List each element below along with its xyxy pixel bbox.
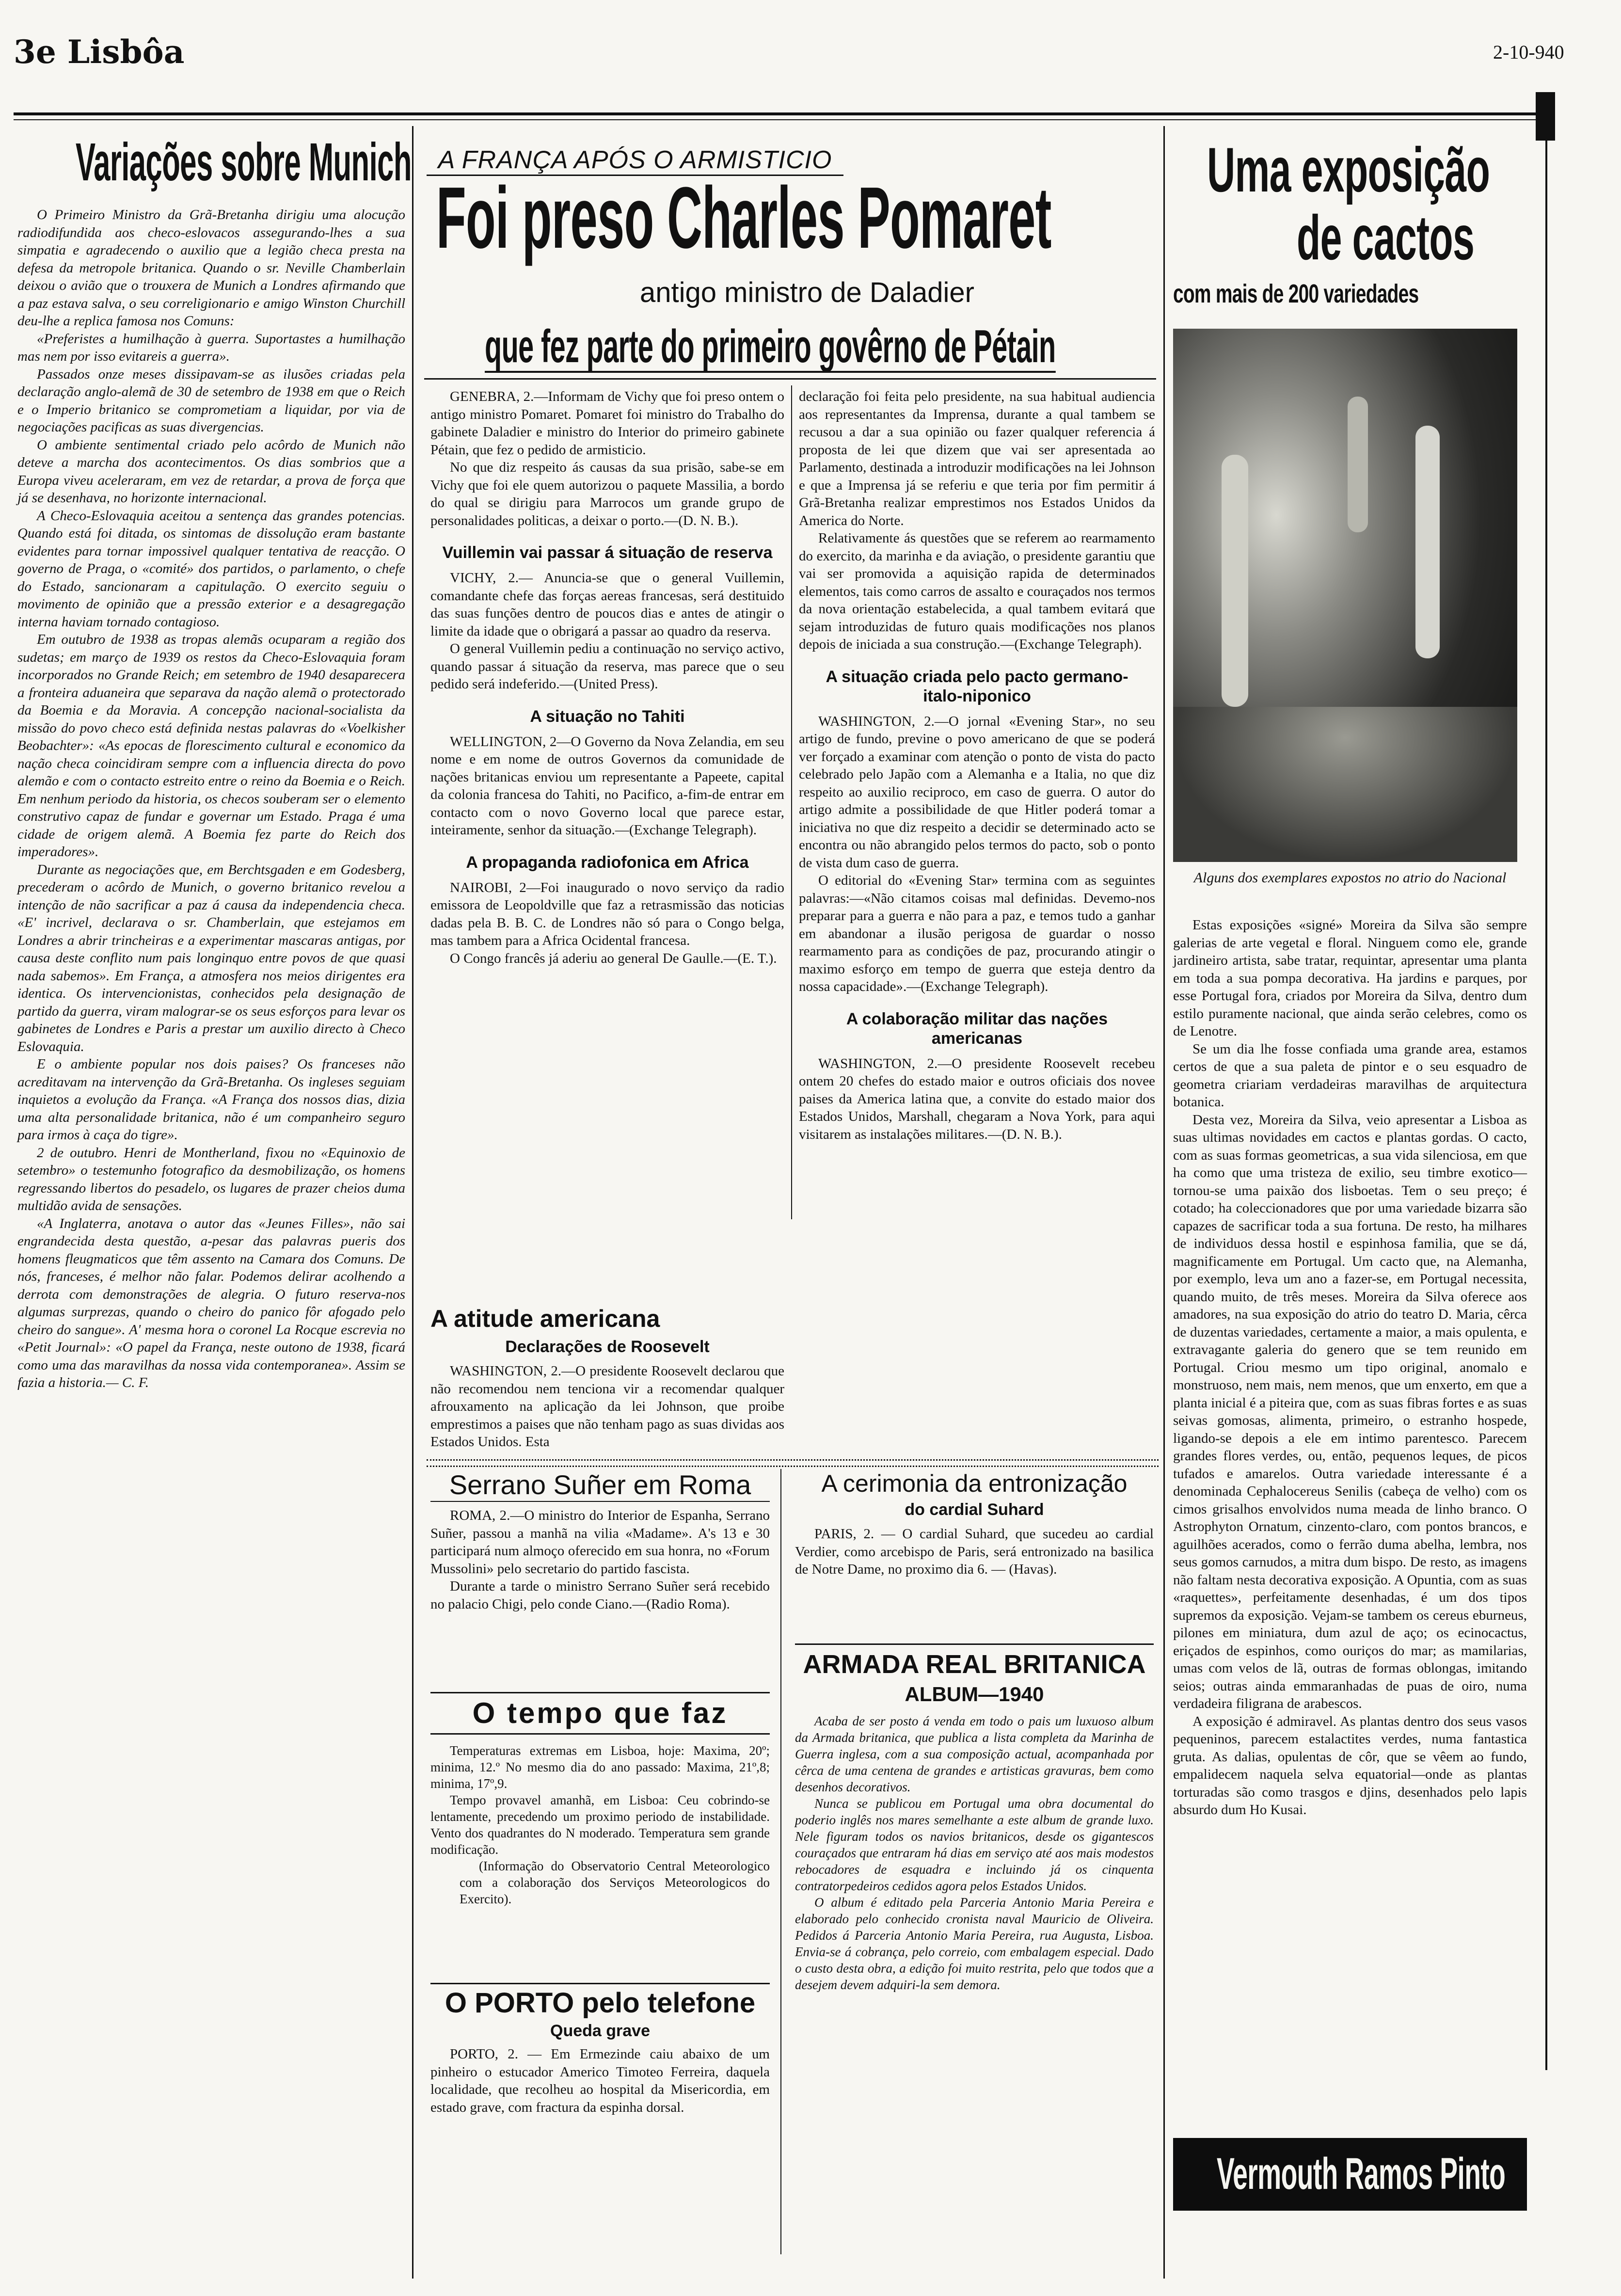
suner-article (430, 1469, 770, 1613)
suhard-text: PARIS, 2. — O cardial Suhard, que sucedeu ao cardial Verdier, como arcebispo de Paris, será entronizado na basilica de Notre Dame, no proximo dia 6. — (Havas). (795, 1526, 1154, 1577)
atitude-subtitle: Declarações de Roosevelt (505, 1338, 710, 1356)
armada-subtitle: ALBUM—1940 (905, 1683, 1044, 1706)
munich-paragraph: A Checo-Eslovaquia aceitou a sentença das grandes potencias. Quando está foi ditada, os sintomas de dissolução eram bastante evidentes para tornar impossivel qualquer tentativa de reacção. O governo de Praga, o «comité» dos partidos, o parlamento, o chefe do Estado, sancionaram a capitulação. O exercito seguiu o movimento de opinião que a pressão exterior e a desagregação interna haviam tornado contagioso. (17, 508, 405, 630)
cactos-title-line1: Uma exposição (1207, 134, 1490, 205)
suhard-article (795, 1469, 1154, 1578)
radio-title: A propaganda radiofonica em Africa (466, 853, 749, 872)
pomaret-deck: antigo ministro de Daladier (640, 277, 974, 308)
munich-paragraph: E o ambiente popular nos dois paises? Os franceses não acreditavam na intervenção da Grã-Bretanha. Os ingleses seguiam inquietos a evolução da França. «A França dos nossos dias, dizia uma alta personalidade britanica, não é um companheiro seguro para irmos à caça do tigre». (17, 1056, 405, 1143)
munich-paragraph: «Preferistes a humilhação à guerra. Suportastes a humilhação mas nem por isso evitareis a guerra». (17, 331, 405, 364)
pomaret-col-b (799, 388, 1155, 1143)
suhard-title: A cerimonia da entronização (821, 1470, 1128, 1497)
munich-paragraph: Durante as negociações que, em Berchtsgaden e em Godesberg, precederam o acôrdo de Munich, o governo britanico revelou a intenção de não sacrificar a paz á causa da independencia checa. «E' incrivel, declarava o sr. Chamberlain, que estejamos em Londres a abrir trincheiras e a experimentar mascaras antigas, por causa deste conflito num pais longinquo entre povos de que quasi nada sabemos». Em França, a atmosfera nos meios dirigentes era identica. Os intervencionistas, conhecidos pela designação de partido da guerra, viram malograr-se os seus esforços para levar os gabinetes de Londres e Paris a prestar um auxilio directo à Checo Eslovaquia. (17, 861, 405, 1054)
pacto-paragraph: WASHINGTON, 2.—O jornal «Evening Star», no seu artigo de fundo, previne o povo americano de que se poderá ver forçado a examinar com atenção o ponto de vista do pacto celebrado pelo Japão com a Alemanha e a Italia, no que diz respeito ao auxilio reciproco, em caso de guerra. O autor do artigo admite a possibilidade de que Hitler poderá tomar a iniciativa no que diz respeito a decidir se determinado acto se encontra ou não abrangido pelos termos do pacto, sob o ponto de vista dum caso de guerra. (799, 713, 1155, 871)
pomaret-paragraph: declaração foi feita pelo presidente, na sua habitual audiencia aos representantes da Imprensa, durante a qual tambem se recusou a dar a sua opinião ou fazer qualquer referencia á proposta de lei que dizem que vai ser apresentada ao Parlamento, destinada a introduzir modificações na lei Johnson e que a Imprensa já se referiu e que teria por fim permitir á Grã-Bretanha realizar emprestimos nos Estados Unidos da America do Norte. (799, 389, 1155, 528)
atitude-article (430, 1304, 784, 1451)
atitude-title: A atitude americana (430, 1305, 660, 1332)
cactos-caption: Alguns dos exemplares expostos no atrio do Nacional (1193, 870, 1507, 886)
pacto-paragraph: O editorial do «Evening Star» termina com as seguintes palavras:—«Não citamos coisas mal definidas. Devemo-nos preparar para a guerra e não para a paz, e temos tudo a ganhar em abandonar a ilusão perigosa de guardar o nosso rearmamento para as condições de paz, procurando atingir o maximo esforço em tempo de guerra que esteja dentro da nossa capacidade».—(Exchange Telegraph). (799, 873, 1155, 994)
cactos-photo (1173, 329, 1517, 862)
tempo-paragraph: Temperaturas extremas em Lisboa, hoje: Maxima, 20º; minima, 12.º No mesmo dia do ano passado: Maxima, 21º,8; minima, 17º,9. (430, 1743, 770, 1791)
porto-subtitle: Queda grave (550, 2022, 650, 2040)
tahiti-paragraph: WELLINGTON, 2—O Governo da Nova Zelandia, em seu nome e em nome de outros Governos da comunidade de nações britanicas enviou um representante a Papeete, capital da colonia francesa do Tahiti, no Pacifico, a-fim-de entrar em contacto com o novo Governo local que parece estar, inteiramente, senhor da situação.—(Exchange Telegraph). (430, 733, 784, 838)
cactos-paragraph: Estas exposições «signé» Moreira da Silva são sempre galerias de arte vegetal e floral. Ninguem como ele, grande jardineiro artista, sabe tratar, requintar, apresentar uma planta em toda a sua pompa decorativa. Ha jardins e parques, por esse Portugal fora, criados por Moreira da Silva, dentro dum estilo puramente nacional, que ainda serão celebres, como os de Lenotre. (1173, 917, 1527, 1039)
munich-paragraph: O ambiente sentimental criado pelo acôrdo de Munich não deteve a marcha dos acontecimentos. Os dias sombrios que a Europa viveu aceleraram, em vez de retardar, a prova de força que já se desenhava, no horizonte internacional. (17, 437, 405, 506)
cactos-paragraph: A exposição é admiravel. As plantas dentro dos seus vasos pequeninos, parecem estalactites verdes, numa fantastica gruta. As dalias, opulentas de côr, que se vêem ao fundo, empalidecem naquela selva equatorial—onde as plantas torturadas são como trasgos e djins, desenhados pelo lapis absurdo dum Ho Kusai. (1173, 1713, 1527, 1818)
munich-paragraph: Passados onze meses dissipavam-se as ilusões criadas pela declaração anglo-alemã de 30 de setembro de 1938 em que o Reich e o Imperio britanico se comprometiam a liquidar, por via de negociações pacificas as suas divergencias. (17, 366, 405, 435)
suner-paragraph: ROMA, 2.—O ministro do Interior de Espanha, Serrano Suñer, passou a manhã na vilia «Madame». A's 13 e 30 participará num almoço oferecido em sua honra, no «Forum Mussolini» pelo secretario do partido fascista. (430, 1508, 770, 1577)
column-divider (1163, 126, 1165, 2279)
radio-paragraph: O Congo francês já aderiu ao general De Gaulle.—(E. T.). (450, 950, 777, 966)
colab-title: A colaboração militar das nações americanas (846, 1009, 1108, 1048)
pomaret-headline: Foi preso Charles Pomaret (436, 169, 1051, 267)
pomaret-paragraph: GENEBRA, 2.—Informam de Vichy que foi preso ontem o antigo ministro Pomaret. Pomaret foi ministro do Trabalho do gabinete Daladier e ministro do Interior do primeiro gabinete Pétain, que fez o pedido de armisticio. (430, 389, 784, 458)
pomaret-col-a (430, 388, 784, 967)
suhard-subtitle: do cardial Suhard (905, 1500, 1044, 1519)
radio-paragraph: NAIROBI, 2—Foi inaugurado o novo serviço da radio emissora de Leopoldville que faz a retrasmissão das noticias dadas pela B. B. C. de Londres não só para o Congo belga, mas tambem para a Africa Ocidental francesa. (430, 879, 784, 948)
bottom-col-rule (780, 1469, 781, 2254)
vuillemin-paragraph: O general Vuillemin pediu a continuação no serviço activo, quando passar á situação da reserva, mas parece que o seu pedido será indeferido.—(United Press). (430, 641, 784, 692)
munich-paragraph: O Primeiro Ministro da Grã-Bretanha dirigiu uma alocução radiodifundida aos checo-eslovacos assegurando-lhes a sua simpatia e agradecendo o auxilio que a legião checa presta na defesa da metropole britanica. Quando o sr. Neville Chamberlain deixou o avião que o trouxera de Munich a Londres afirmando que a paz estava salva, o seu correligionario e amigo Winston Churchill deu-lhe a replica famosa nos Comuns: (17, 207, 405, 329)
pomaret-col-rule (791, 385, 792, 1219)
armada-title: ARMADA REAL BRITANICA (795, 1643, 1154, 1680)
armada-ad (795, 1643, 1154, 1993)
vermouth-ad (1173, 2138, 1527, 2211)
colab-paragraph: WASHINGTON, 2.—O presidente Roosevelt recebeu ontem 20 chefes do estado maior e outros oficiais dos novee paises da America latina que, a convite do estado maior dos Estados Unidos, Marshall, chegaram a Nova York, para aqui visitarem as instalações militares.—(D. N. B.). (799, 1055, 1155, 1142)
munich-paragraph: Em outubro de 1938 as tropas alemãs ocuparam a região dos sudetas; em março de 1939 os restos da Checo-Eslovaquia foram incorporados no Grande Reich; em setembro de 1940 desaparecera a fronteira aduaneira que separava da nação alemã o protectorado da Boemia e da Moravia. A concepção nacional-socialista da missão do povo checo está definida nestas palavras do «Voelkisher Beobachter»: «As epocas de florescimento cultural e economico da nação checa coincidiram sempre com a influencia directa do povo alemão e com o contacto estreito entre o reino da Boemia e o Reich. Em nenhum periodo da historia, os checos souberam ser o elemento construtivo capaz de fundar e governar um Estado. Praga é uma cidade de origem alemã. A Boemia fez parte do Reich dos imperadores». (17, 632, 405, 860)
section-header: 3e Lisbôa (14, 33, 185, 71)
armada-paragraph: Acaba de ser posto á venda em todo o pais um luxuoso album da Armada britanica, que publica a lista completa da Marinha de Guerra inglesa, com a sua composição actual, acompanhada por cêrca de uma centena de grandes e artisticas gravuras, bem como desenhos decorativos. (795, 1714, 1154, 1794)
vuillemin-title: Vuillemin vai passar á situação de reserva (442, 543, 773, 562)
column-divider (412, 126, 413, 2279)
header-rule-thin (14, 119, 1541, 120)
pomaret-rule (424, 378, 1156, 380)
munich-paragraph: 2 de outubro. Henri de Montherland, fixou no «Equinoxio de setembro» o testemunho fotografico da desmobilização, os homens regressando libertos do pesadelo, os lugares de prazer cheios duma multidão avida de sensações. (17, 1145, 405, 1213)
cactos-deck: com mais de 200 variedades (1173, 279, 1419, 308)
cactos-article (1173, 136, 1527, 1819)
atitude-text: WASHINGTON, 2.—O presidente Roosevelt declarou que não recomendou nem tenciona vir a recomendar qualquer afrouxamento na aplicação da lei Johnson, que proibe emprestimos a paises que não tenham pago as suas dividas aos Estados Unidos. Esta (430, 1363, 784, 1450)
cactos-paragraph: Desta vez, Moreira da Silva, veio apresentar a Lisboa as suas ultimas novidades em cactos e plantas gordas. O cacto, com as suas formas geometricas, a sua vida silenciosa, em que ha como que uma tristeza de exilio, seu timbre exotico—tornou-se uma paixão dos lisboetas. Tem o seu preço; é cotado; ha coleccionadores que por uma variedade bizarra são capazes de sacrificar toda a sua fortuna. De resto, ha milhares de individuos dessa hostil e espinhosa familia, que se dá, magnificamente em Portugal. Um cacto que, na Alemanha, por exemplo, leva um ano a fazer-se, em Portugal necessita, quando muito, de três meses. Moreira da Silva oferece aos amadores, na sua exposição do atrio do teatro D. Maria, cêrca de duzentas variedades, certamente a maior, a mais opulenta, e extravagante galeria do genero que se tem reunido em Portugal. Criou mesmo um tipo original, anomalo e monstruoso, nem mais, nem menos, que um enxerto, em que a planta inicial é a piteira que, com as suas fibras fortes e as suas seivas gomosas, alimenta, primeiro, o estranho hospede, ligando-se depois a ele em intimo parentesco. Parecem grandes flores verdes, ou, então, pequenos leques, de picos tufados e amarelos. Outra variedade interessante é a denominada Cephalocereus Senilis (cabeça de velho) com os cimos grisalhos envolvidos numa meada de linho branco. O Astrophyton Ornatum, cinzento-claro, com pontos brancos, e aguilhões acerados, como o ferrão duma abelha, lembra, nos seus gomos carnudos, a mitra dum bispo. De resto, as imagens não faltam nesta decorativa exposição. A Opuntia, com as suas «raquettes», perfeitamente desenhadas, é um dos tipos supremos da exposição. Vejam-se tambem os cereus eburneus, pilones em miniatura, dum azul de aço; os ecinocactus, eriçados de espinhos, como ouriços do mar; as mamilarias, umas com velos de lã, outras de formas oblongas, imitando seios; outras ainda emmaranhadas de puas de oiro, numa verdadeira filigrana de arabescos. (1173, 1112, 1527, 1711)
tahiti-title: A situação no Tahiti (530, 707, 685, 726)
tempo-paragraph: (Informação do Observatorio Central Meteorologico com a colaboração dos Serviços Meteorologicos do Exercito). (460, 1859, 770, 1906)
date-stamp: 2-10-940 (1493, 41, 1564, 63)
vuillemin-paragraph: VICHY, 2.— Anuncia-se que o general Vuillemin, comandante chefe das forças aereas francesas, será destituido das suas funções dentro de poucos dias e antes de atingir o limite da idade que o obrigará a passar ao quadro da reserva. (430, 570, 784, 639)
porto-title: O PORTO pelo telefone (430, 1983, 770, 2019)
pomaret-paragraph: Relativamente ás questões que se referem ao rearmamento do exercito, da marinha e da aviação, o presidente garantiu que vai ser promovida a aquisição rapida de determinados elementos, tais como carros de assalto e couraçados nos termos da nova orientação estabelecida, a qual tambem evitará que sejam introduzidas de futuro quais modificações nos planos depois de iniciada a sua construção.—(Exchange Telegraph). (799, 530, 1155, 652)
cactos-paragraph: Se um dia lhe fosse confiada uma grande area, estamos certos de que a sua paleta de pintor e o seu esquadro de geometra criariam verdadeiras maravilhas de arquitectura botanica. (1173, 1041, 1527, 1110)
cactos-title-line2: de cactos (1297, 202, 1475, 273)
vermouth-ad-text: Vermouth Ramos Pinto (1217, 2149, 1506, 2199)
tempo-article (430, 1692, 770, 1907)
pacto-title: A situação criada pelo pacto germano-italo-niponico (826, 667, 1128, 705)
tempo-paragraph: Tempo provavel amanhã, em Lisboa: Ceu cobrindo-se lentamente, precedendo um proximo periodo de instabilidade. Vento dos quadrantes do N moderado. Temperatura sem grande modificação. (430, 1793, 770, 1857)
munich-article (17, 132, 412, 1392)
pomaret-kicker: A FRANÇA APÓS O ARMISTICIO (427, 145, 843, 176)
pomaret-paragraph: No que diz respeito ás causas da sua prisão, sabe-se em Vichy que foi ele quem autorizou o paquete Massilia, a bordo do qual se dirigiu para Marrocos um grande grupo de personalidades politicas, a deixar o porto.—(D. N. B.). (430, 460, 784, 528)
munich-paragraph: «A Inglaterra, anotava o autor das «Jeunes Filles», não sai engrandecida desta questão, a-pesar das palavras pueris dos homens fleugmaticos que têm assento na Camara dos Comuns. De nós, franceses, é melhor não falar. Podemos delirar acolhendo a derrota com demonstrações de alegria. O futuro reserva-nos algumas surprezas, quando o cheiro do panico fôr afogado pelo cheiro do sangue». A' mesma hora o coronel La Rocque escrevia no «Petit Journal»: «O papel da França, neste outono de 1938, ficará como uma das maravilhas da nossa vida contemporanea». Assim se fazia a historia.— C. F. (17, 1215, 405, 1390)
edge-bar (1536, 92, 1555, 141)
armada-paragraph: O album é editado pela Parceria Antonio Maria Pereira e elaborado pelo conhecido cronista naval Mauricio de Oliveira. Pedidos á Parceria Antonio Maria Pereira, rua Augusta, Lisboa. Envia-se á cobrança, pelo correio, com embalagem especial. Dado o custo desta obra, a edição foi muito restrita, pelo que todos que a desejem devem adquiri-la sem demora. (795, 1895, 1154, 1992)
suner-paragraph: Durante a tarde o ministro Serrano Suñer será recebido no palacio Chigi, pelo conde Ciano.—(Radio Roma). (430, 1578, 770, 1612)
edge-rule (1545, 141, 1547, 2070)
munich-title: Variações sobre Munich (76, 132, 412, 192)
porto-text: PORTO, 2. — Em Ermezinde caiu abaixo de um pinheiro o estucador Americo Timoteo Ferreira, daquela localidade, que recolheu ao hospital da Misericordia, em estado grave, com fractura da espinha dorsal. (430, 2046, 770, 2115)
header-rule (14, 112, 1541, 115)
pomaret-subdeck: que fez parte do primeiro govêrno de Pétain (485, 320, 1056, 372)
armada-paragraph: Nunca se publicou em Portugal uma obra documental do poderio inglês nos mares semelhante a este album de grande luxo. Nele figuram todos os navios britanicos, desde os gigantescos couraçados que entraram há dias em serviço até aos mais modestos rebocadores de esquadra e incluindo já os cinquenta contratorpedeiros cedidos agora pelos Estados Unidos. (795, 1796, 1154, 1893)
porto-article (430, 1983, 770, 2116)
munich-body (17, 206, 405, 1392)
tempo-title: O tempo que faz (430, 1692, 770, 1735)
suner-title: Serrano Suñer em Roma (430, 1469, 770, 1502)
section-divider (427, 1459, 1159, 1467)
